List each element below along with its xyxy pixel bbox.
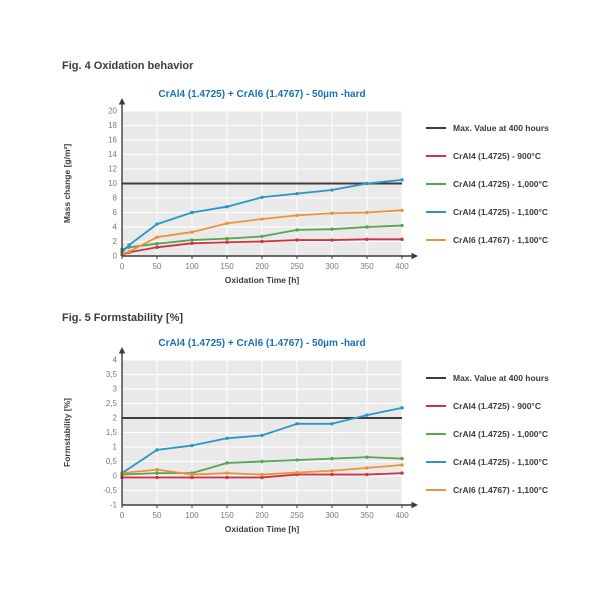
svg-text:150: 150 — [220, 511, 234, 520]
data-point-marker — [155, 471, 158, 474]
data-point-marker — [260, 196, 263, 199]
legend-item-cral6-1100 — [426, 476, 586, 504]
cral4-1000-line-swatch — [426, 433, 446, 435]
data-point-marker — [260, 240, 263, 243]
svg-text:2: 2 — [112, 237, 117, 246]
cral4-900-line-swatch — [426, 405, 446, 407]
data-point-marker — [225, 437, 228, 440]
svg-text:0: 0 — [119, 511, 125, 520]
data-point-marker — [295, 214, 298, 217]
data-point-marker — [127, 250, 130, 253]
data-point-marker — [190, 473, 193, 476]
data-point-marker — [225, 471, 228, 474]
svg-text:300: 300 — [325, 262, 339, 271]
max-value-line-swatch — [426, 127, 446, 129]
svg-text:3: 3 — [112, 384, 117, 394]
legend-label: CrAl6 (1.4767) - 1,100°C — [453, 485, 549, 495]
svg-text:-0,5: -0,5 — [103, 486, 117, 495]
svg-text:1,5: 1,5 — [105, 428, 117, 437]
legend-label: CrAl4 (1.4725) - 1,000°C — [453, 179, 549, 189]
data-point-marker — [190, 444, 193, 447]
svg-text:14: 14 — [108, 150, 117, 159]
data-point-marker — [155, 222, 158, 225]
cral6-1100-line-swatch — [426, 239, 446, 241]
svg-text:400: 400 — [395, 262, 409, 271]
svg-text:-1: -1 — [109, 500, 117, 510]
data-point-marker — [155, 235, 158, 238]
chart-title: CrAl4 (1.4725) + CrAl6 (1.4767) - 50µm -hard — [158, 338, 366, 349]
data-point-marker — [400, 238, 403, 241]
data-point-marker — [155, 448, 158, 451]
legend-label: CrAl4 (1.4725) - 900°C — [453, 151, 541, 161]
data-point-marker — [330, 227, 333, 230]
oxidation-chart-legend — [426, 114, 586, 254]
svg-text:3,5: 3,5 — [105, 370, 117, 379]
data-point-marker — [295, 192, 298, 195]
data-point-marker — [400, 178, 403, 181]
data-point-marker — [400, 406, 403, 409]
cral6-1100-line-swatch — [426, 489, 446, 491]
data-point-marker — [330, 422, 333, 425]
legend-label: Max. Value at 400 hours — [453, 373, 549, 383]
data-point-marker — [330, 188, 333, 191]
legend-item-cral6-1100 — [426, 226, 586, 254]
legend-item-max-value — [426, 364, 586, 392]
data-point-marker — [365, 466, 368, 469]
oxidation-behavior-chart — [58, 84, 420, 290]
legend-item-cral4-900 — [426, 142, 586, 170]
svg-text:200: 200 — [255, 262, 269, 271]
data-point-marker — [225, 476, 228, 479]
data-point-marker — [400, 224, 403, 227]
data-point-marker — [155, 242, 158, 245]
data-point-marker — [400, 457, 403, 460]
data-point-marker — [365, 211, 368, 214]
data-point-marker — [190, 476, 193, 479]
svg-text:100: 100 — [185, 511, 199, 520]
figure5-caption: Fig. 5 Formstability [%] — [62, 312, 184, 324]
svg-text:300: 300 — [325, 511, 339, 520]
data-point-marker — [365, 225, 368, 228]
formstability-chart-legend — [426, 364, 586, 504]
legend-label: CrAl6 (1.4767) - 1,100°C — [453, 235, 549, 245]
data-point-marker — [295, 471, 298, 474]
data-point-marker — [225, 205, 228, 208]
svg-text:0: 0 — [112, 251, 117, 261]
svg-text:18: 18 — [108, 121, 117, 130]
svg-text:350: 350 — [360, 262, 374, 271]
svg-text:350: 350 — [360, 511, 374, 520]
data-point-marker — [295, 458, 298, 461]
data-point-marker — [225, 237, 228, 240]
data-point-marker — [190, 238, 193, 241]
data-point-marker — [400, 471, 403, 474]
data-point-marker — [190, 211, 193, 214]
cral4-900-line-swatch — [426, 155, 446, 157]
data-point-marker — [330, 457, 333, 460]
svg-text:6: 6 — [112, 208, 117, 217]
legend-item-cral4-1100 — [426, 198, 586, 226]
data-point-marker — [225, 222, 228, 225]
svg-text:2: 2 — [112, 413, 117, 423]
data-point-marker — [365, 473, 368, 476]
max-value-line-swatch — [426, 377, 446, 379]
data-point-marker — [400, 463, 403, 466]
x-axis-label: Oxidation Time [h] — [224, 524, 300, 534]
data-point-marker — [260, 217, 263, 220]
svg-text:0: 0 — [119, 262, 125, 271]
data-point-marker — [155, 476, 158, 479]
legend-label: Max. Value at 400 hours — [453, 123, 549, 133]
svg-text:1: 1 — [112, 442, 117, 452]
svg-text:4: 4 — [112, 222, 117, 232]
data-point-marker — [365, 413, 368, 416]
data-point-marker — [295, 238, 298, 241]
svg-text:0,5: 0,5 — [105, 457, 117, 466]
legend-item-cral4-1000 — [426, 420, 586, 448]
svg-text:250: 250 — [290, 262, 304, 271]
data-point-marker — [155, 246, 158, 249]
figure4-caption: Fig. 4 Oxidation behavior — [62, 60, 194, 72]
data-point-marker — [225, 241, 228, 244]
cral4-1100-line-swatch — [426, 211, 446, 213]
legend-label: CrAl4 (1.4725) - 1,100°C — [453, 457, 549, 467]
svg-text:0: 0 — [112, 471, 117, 481]
data-point-marker — [260, 476, 263, 479]
svg-text:400: 400 — [395, 511, 409, 520]
data-point-marker — [400, 209, 403, 212]
svg-text:16: 16 — [108, 135, 117, 145]
data-point-marker — [260, 434, 263, 437]
cral4-1100-line-swatch — [426, 461, 446, 463]
svg-text:4: 4 — [112, 355, 117, 365]
svg-text:100: 100 — [185, 262, 199, 271]
data-point-marker — [127, 243, 130, 246]
legend-item-cral4-1000 — [426, 170, 586, 198]
svg-text:8: 8 — [112, 193, 117, 203]
svg-text:20: 20 — [108, 106, 117, 116]
legend-label: CrAl4 (1.4725) - 1,000°C — [453, 429, 549, 439]
data-point-marker — [365, 238, 368, 241]
data-point-marker — [330, 473, 333, 476]
formstability-chart — [58, 333, 420, 539]
data-point-marker — [260, 235, 263, 238]
svg-text:150: 150 — [220, 262, 234, 271]
data-point-marker — [365, 455, 368, 458]
data-point-marker — [260, 473, 263, 476]
legend-label: CrAl4 (1.4725) - 1,100°C — [453, 207, 549, 217]
svg-text:50: 50 — [152, 262, 162, 271]
y-axis-label: Mass change [g/m²] — [62, 143, 72, 224]
data-point-marker — [365, 182, 368, 185]
data-point-marker — [330, 212, 333, 215]
y-axis-label: Formstability [%] — [62, 398, 72, 467]
svg-text:2,5: 2,5 — [105, 399, 117, 408]
svg-text:200: 200 — [255, 511, 269, 520]
data-point-marker — [155, 468, 158, 471]
data-point-marker — [295, 228, 298, 231]
data-point-marker — [330, 238, 333, 241]
svg-text:250: 250 — [290, 511, 304, 520]
svg-text:50: 50 — [152, 511, 162, 520]
legend-item-cral4-1100 — [426, 448, 586, 476]
chart-title: CrAl4 (1.4725) + CrAl6 (1.4767) - 50µm -hard — [158, 89, 366, 100]
svg-text:12: 12 — [108, 164, 117, 174]
x-axis-label: Oxidation Time [h] — [224, 275, 300, 285]
data-point-marker — [190, 242, 193, 245]
data-point-marker — [295, 422, 298, 425]
legend-item-max-value — [426, 114, 586, 142]
data-point-marker — [330, 469, 333, 472]
legend-label: CrAl4 (1.4725) - 900°C — [453, 401, 541, 411]
data-point-marker — [190, 230, 193, 233]
legend-item-cral4-900 — [426, 392, 586, 420]
data-point-marker — [260, 460, 263, 463]
data-point-marker — [225, 461, 228, 464]
svg-text:10: 10 — [108, 179, 117, 188]
cral4-1000-line-swatch — [426, 183, 446, 185]
